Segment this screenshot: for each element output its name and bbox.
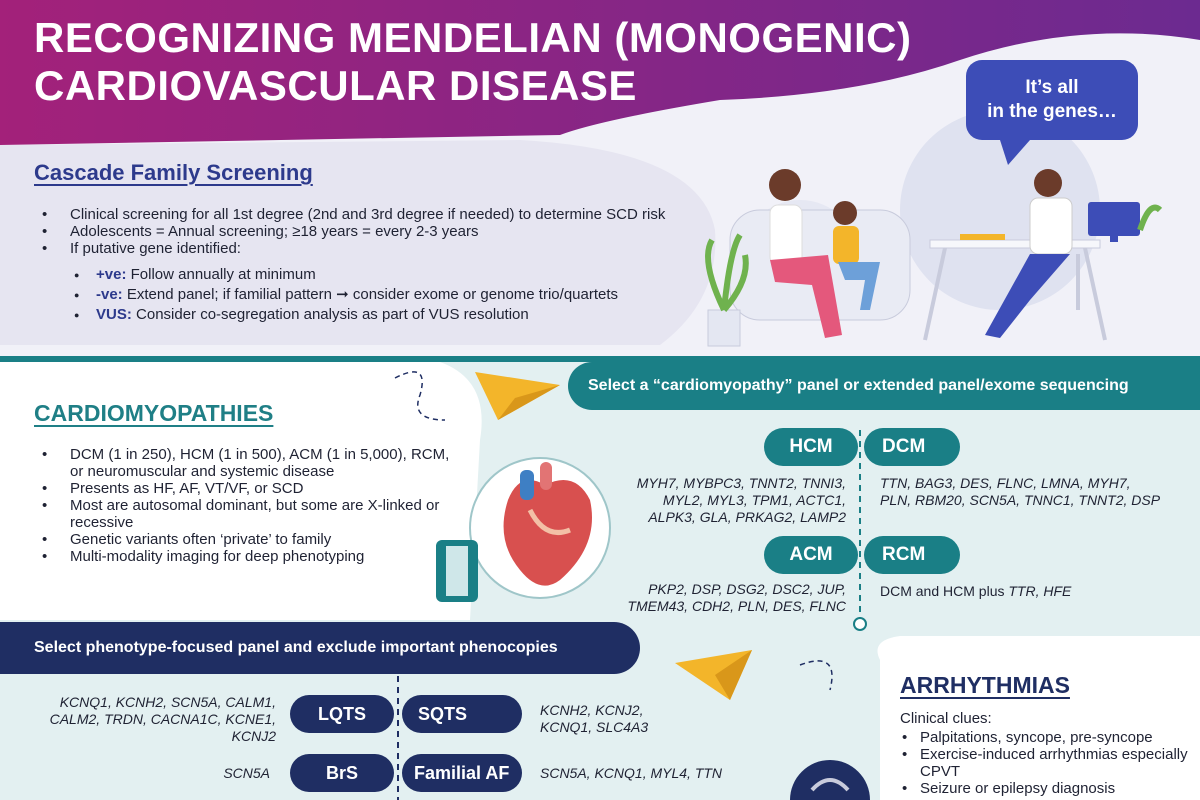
list-item: • If putative gene identified:: [34, 240, 694, 257]
lqts-genes: KCNQ1, KCNH2, SCN5A, CALM1, CALM2, TRDN, CACNA1C, KCNE1, KCNJ2: [49, 694, 276, 744]
list-item: ● -ve: Extend panel; if familial pattern ➞ consider exome or genome trio/quartets: [70, 286, 690, 303]
list-item: • Multi-modality imaging for deep phenotyping: [34, 548, 454, 565]
list-item: • Most are autosomal dominant, but some are X-linked or recessive: [34, 497, 454, 531]
list-item: • Seizure or epilepsy diagnosis: [900, 780, 1200, 797]
rcm-genes: DCM and HCM plus TTR, HFE: [880, 583, 1072, 599]
hcm-tag: HCM: [764, 428, 858, 466]
brs-tag: BrS: [290, 754, 394, 792]
brs-genes: SCN5A: [223, 765, 270, 781]
sqts-genes: KCNH2, KCNJ2, KCNQ1, SLC4A3: [540, 702, 649, 735]
cardiomyopathies-list: [34, 446, 454, 565]
list-item: • DCM (1 in 250), HCM (1 in 500), ACM (1 in 5,000), RCM, or neuromuscular and systemic disease: [34, 446, 454, 480]
familial-af-genes: SCN5A, KCNQ1, MYL4, TTN: [540, 765, 723, 781]
cardiomyopathies-heading: CARDIOMYOPATHIES: [34, 400, 274, 426]
lqts-tag: LQTS: [290, 695, 394, 733]
list-item: • Presents as HF, AF, VT/VF, or SCD: [34, 480, 454, 497]
list-item: • Clinical screening for all 1st degree (2nd and 3rd degree if needed) to determine SCD risk: [34, 206, 694, 223]
page-title: RECOGNIZING MENDELIAN (MONOGENIC) CARDIOVASCULAR DISEASE: [34, 14, 912, 109]
familial-af-tag: Familial AF: [402, 754, 522, 792]
dcm-genes: TTN, BAG3, DES, FLNC, LMNA, MYH7, PLN, RBM20, SCN5A, TNNC1, TNNT2, DSP: [880, 475, 1161, 508]
dcm-tag: DCM: [864, 428, 960, 466]
list-item: • Exercise-induced arrhythmias especially CPVT: [900, 746, 1200, 780]
cardiomyopathy-panel-banner: Select a “cardiomyopathy” panel or extended panel/exome sequencing: [568, 362, 1200, 410]
arrhythmias-heading: ARRHYTHMIAS: [900, 672, 1070, 698]
hcm-genes: MYH7, MYBPC3, TNNT2, TNNI3, MYL2, MYL3, TPM1, ACTC1, ALPK3, GLA, PRKAG2, LAMP2: [636, 475, 846, 525]
paper-plane-icon: [675, 650, 752, 700]
speech-bubble: It’s all in the genes…: [966, 60, 1138, 140]
sqts-tag: SQTS: [402, 695, 522, 733]
list-item: ● VUS: Consider co-segregation analysis as part of VUS resolution: [70, 306, 690, 323]
paper-plane-icon: [475, 372, 560, 420]
phenotype-panel-banner: Select phenotype-focused panel and exclude important phenocopies: [0, 622, 640, 674]
cascade-list: [34, 206, 694, 257]
list-item: • Palpitations, syncope, pre-syncope: [900, 729, 1200, 746]
acm-tag: ACM: [764, 536, 858, 574]
cascade-sub-list: [70, 266, 690, 326]
list-item: • Adolescents = Annual screening; ≥18 years = every 2-3 years: [34, 223, 694, 240]
arrhythmias-list: [900, 729, 1200, 797]
list-item: • Genetic variants often ‘private’ to family: [34, 531, 454, 548]
acm-genes: PKP2, DSP, DSG2, DSC2, JUP, TMEM43, CDH2, PLN, DES, FLNC: [627, 581, 846, 614]
cascade-heading: Cascade Family Screening: [34, 160, 313, 185]
arrhythmias-intro: Clinical clues:: [900, 710, 992, 727]
list-item: ● +ve: Follow annually at minimum: [70, 266, 690, 283]
rcm-tag: RCM: [864, 536, 960, 574]
